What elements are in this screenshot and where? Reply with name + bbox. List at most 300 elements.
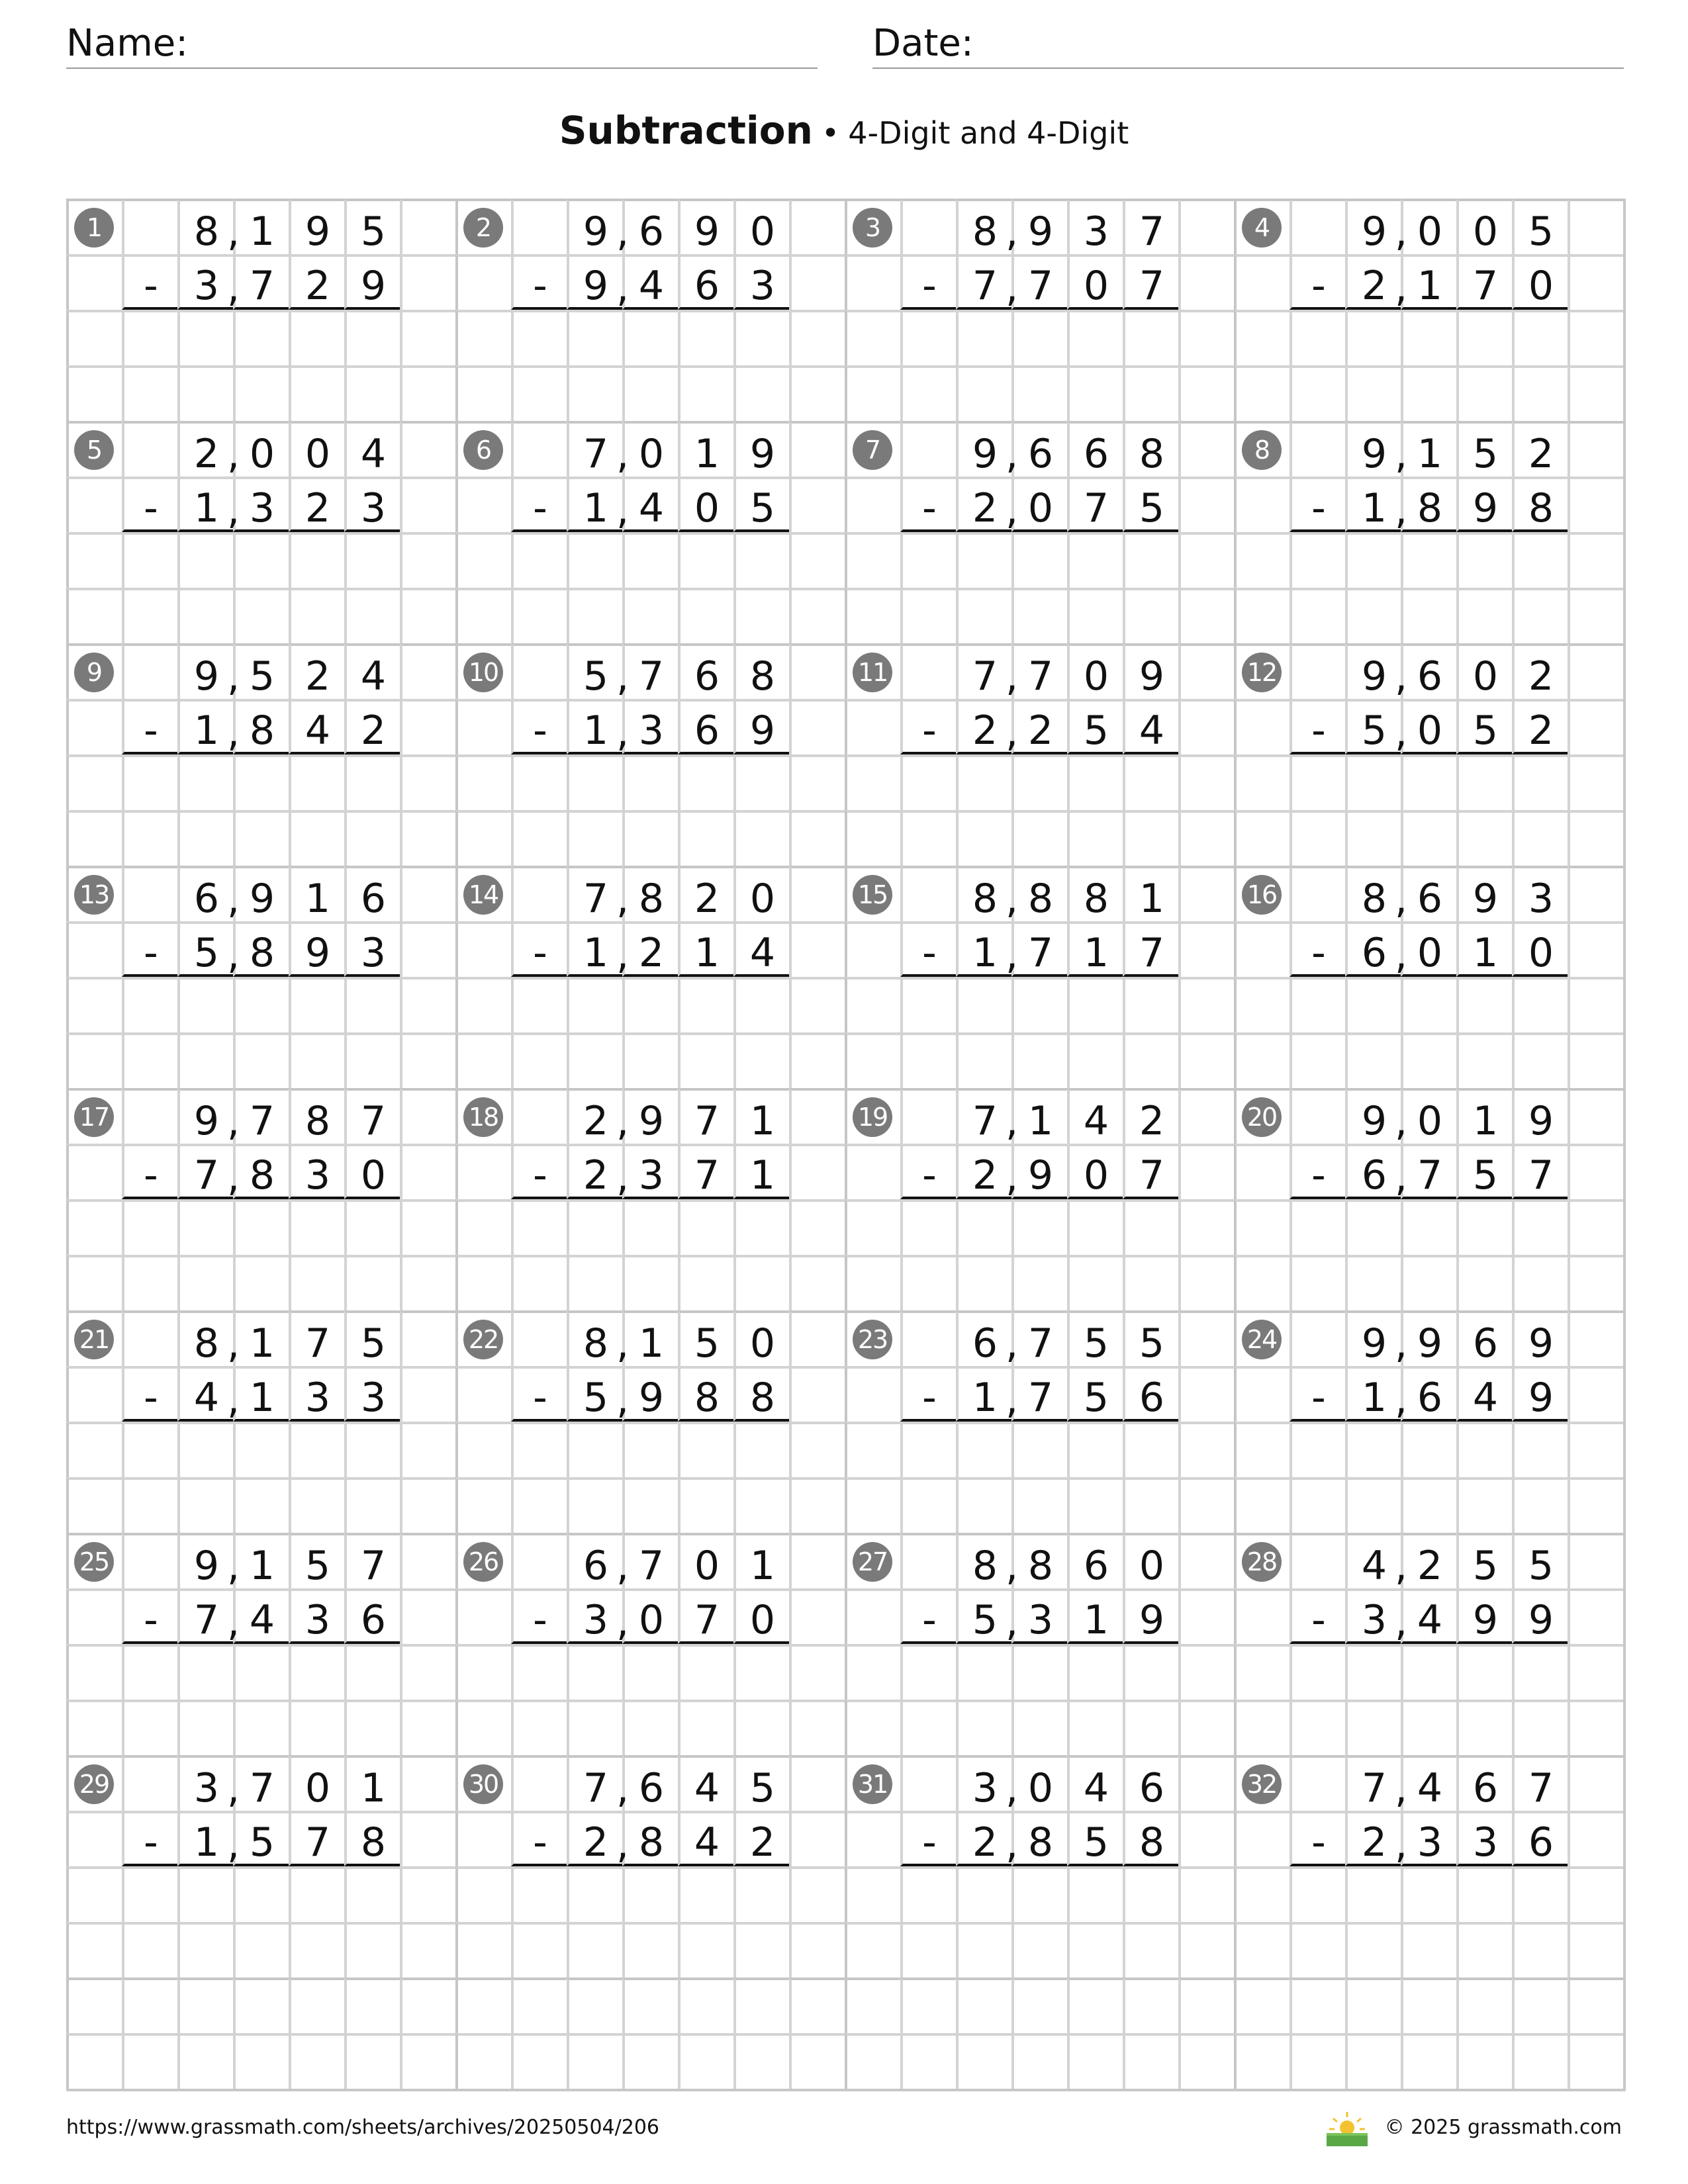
- grid-cell: [1006, 1144, 1067, 1201]
- grid-cell: [567, 310, 622, 365]
- minus-sign: -: [1311, 1597, 1326, 1643]
- grid-cell: [678, 310, 733, 365]
- grid-cell: [845, 1310, 900, 1366]
- grid-cell: [66, 643, 122, 699]
- subtrahend-digit: 3: [249, 485, 275, 531]
- grid-cell: [511, 532, 567, 588]
- grid-cell: [1178, 254, 1234, 310]
- grid-cell: [1234, 1477, 1289, 1533]
- minuend-digit: 7: [972, 653, 998, 700]
- grid-cell: [344, 254, 400, 310]
- grid-cell: [900, 643, 956, 699]
- grid-cell: [1345, 699, 1401, 754]
- minuend-digit: 9: [1361, 431, 1387, 477]
- minuend-digit: 1: [638, 1320, 665, 1367]
- thousands-separator: ,: [1006, 487, 1019, 533]
- subtrahend-digit: 0: [1528, 263, 1554, 309]
- grid-cell: [789, 310, 845, 365]
- grid-cell: [900, 1310, 956, 1366]
- thousands-separator: ,: [1395, 1821, 1408, 1868]
- grid-cell: [1395, 1088, 1456, 1145]
- grid-cell: [66, 1310, 122, 1366]
- grid-cell: [622, 1422, 678, 1477]
- grid-cell: [227, 254, 289, 311]
- grid-cell: [1067, 1811, 1123, 1866]
- grid-cell: [616, 254, 678, 311]
- subtrahend-digit: 1: [972, 930, 998, 976]
- grid-cell: [1123, 254, 1178, 310]
- grid-cell: [1345, 421, 1401, 477]
- grid-cell: [344, 977, 400, 1032]
- grid-cell: [1289, 643, 1345, 699]
- grid-cell: [400, 2033, 455, 2089]
- grid-cell: [1178, 1811, 1234, 1866]
- grid-cell: [1568, 1422, 1623, 1477]
- grid-cell: [1067, 699, 1123, 754]
- grid-cell: [289, 2033, 344, 2089]
- grid-cell: [845, 643, 900, 699]
- thousands-separator: ,: [227, 654, 240, 700]
- grid-cell: [789, 1978, 845, 2033]
- date-field[interactable]: [872, 20, 1624, 69]
- grid-cell: [177, 421, 233, 477]
- minuend-digit: 0: [638, 431, 665, 477]
- grid-cell: [567, 421, 622, 477]
- grid-cell: [733, 1533, 789, 1588]
- problem-number-badge: 18: [463, 1097, 503, 1137]
- grid-cell: [1395, 1811, 1456, 1868]
- grid-cell: [1067, 588, 1123, 643]
- subtrahend-digit: 2: [583, 1819, 609, 1866]
- grid-cell: [1345, 1922, 1401, 1978]
- grid-cell: [789, 1032, 845, 1088]
- grid-cell: [1568, 477, 1623, 532]
- grid-cell: [956, 1644, 1011, 1700]
- subtrahend-digit: 5: [749, 485, 776, 531]
- minuend-digit: 2: [305, 653, 331, 700]
- grid-cell: [616, 1088, 678, 1145]
- grid-cell: [344, 643, 400, 699]
- grid-cell: [233, 1255, 289, 1310]
- grid-cell: [1067, 532, 1123, 588]
- grid-cell: [1345, 477, 1401, 532]
- grid-cell: [400, 1588, 455, 1644]
- grid-cell: [344, 310, 400, 365]
- subtrahend-digit: 2: [305, 485, 331, 531]
- grid-cell: [455, 866, 511, 921]
- subtrahend-digit: 4: [1139, 707, 1165, 754]
- thousands-separator: ,: [616, 654, 630, 700]
- thousands-separator: ,: [616, 876, 630, 923]
- grid-cell: [233, 1866, 289, 1922]
- grid-cell: [1011, 810, 1067, 866]
- grid-cell: [567, 199, 622, 254]
- thousands-separator: ,: [1395, 1543, 1408, 1590]
- minuend-digit: 9: [193, 653, 220, 700]
- thousands-separator: ,: [616, 932, 630, 978]
- grid-cell: [956, 810, 1011, 866]
- grid-cell: [1512, 1088, 1568, 1144]
- grid-cell: [1234, 1922, 1289, 1978]
- thousands-separator: ,: [1395, 876, 1408, 923]
- grid-cell: [1395, 921, 1456, 978]
- grid-cell: [344, 699, 400, 754]
- grid-cell: [845, 1199, 900, 1255]
- minuend-digit: 4: [360, 653, 387, 700]
- thousands-separator: ,: [616, 709, 630, 756]
- subtrahend-digit: 0: [638, 1597, 665, 1643]
- grid-cell: [177, 1199, 233, 1255]
- subtrahend-digit: 1: [1472, 930, 1499, 976]
- grid-cell: [1401, 1700, 1456, 1755]
- grid-cell: [1395, 1533, 1456, 1590]
- grid-cell: [956, 1533, 1011, 1588]
- thousands-separator: ,: [616, 487, 630, 533]
- grid-cell: [733, 532, 789, 588]
- grid-cell: [1512, 1144, 1568, 1199]
- subtrahend-digit: 7: [694, 1152, 720, 1199]
- grid-cell: [900, 866, 956, 921]
- grid-cell: [511, 477, 567, 532]
- grid-cell: [511, 643, 567, 699]
- grid-cell: [177, 254, 233, 310]
- minuend-digit: 9: [193, 1098, 220, 1144]
- grid-cell: [567, 977, 622, 1032]
- grid-cell: [678, 977, 733, 1032]
- minuend-digit: 9: [1361, 208, 1387, 255]
- grid-cell: [845, 1366, 900, 1422]
- grid-cell: [622, 1199, 678, 1255]
- subtrahend-digit: 7: [305, 1819, 331, 1866]
- minuend-digit: 7: [1361, 1765, 1387, 1811]
- grid-cell: [122, 588, 177, 643]
- grid-cell: [900, 921, 956, 977]
- grid-cell: [1456, 1088, 1512, 1144]
- subtrahend-digit: 3: [193, 263, 220, 309]
- grid-cell: [233, 310, 289, 365]
- grid-cell: [289, 1422, 344, 1477]
- grid-cell: [616, 421, 678, 478]
- thousands-separator: ,: [1006, 1099, 1019, 1145]
- minus-sign: -: [533, 263, 547, 309]
- subtrahend-digit: 3: [638, 1152, 665, 1199]
- grid-cell: [1456, 1032, 1512, 1088]
- subtrahend-digit: 6: [1361, 930, 1387, 976]
- subtrahend-digit: 8: [694, 1375, 720, 1421]
- thousands-separator: ,: [616, 1099, 630, 1145]
- minuend-digit: 7: [583, 431, 609, 477]
- minuend-digit: 9: [1139, 653, 1165, 700]
- grid-cell: [227, 643, 289, 700]
- grid-cell: [122, 2033, 177, 2089]
- grid-cell: [1011, 1866, 1067, 1922]
- minuend-digit: 6: [193, 876, 220, 922]
- grid-cell: [845, 2033, 900, 2089]
- minuend-digit: 5: [1528, 1543, 1554, 1589]
- minus-sign: -: [1311, 1819, 1326, 1866]
- grid-cell: [616, 699, 678, 756]
- grid-cell: [233, 365, 289, 421]
- subtrahend-digit: 2: [638, 930, 665, 976]
- grid-cell: [289, 1978, 344, 2033]
- grid-cell: [177, 1811, 233, 1866]
- subtrahend-digit: 1: [583, 707, 609, 754]
- grid-cell: [400, 588, 455, 643]
- grid-cell: [1178, 2033, 1234, 2089]
- grid-cell: [1345, 1588, 1401, 1644]
- grid-cell: [455, 1032, 511, 1088]
- grid-cell: [122, 1366, 177, 1422]
- grid-cell: [733, 754, 789, 810]
- grid-cell: [511, 1366, 567, 1422]
- grid-cell: [66, 1644, 122, 1700]
- problem-number-badge: 31: [853, 1764, 892, 1804]
- grid-cell: [900, 1255, 956, 1310]
- grid-cell: [344, 1866, 400, 1922]
- grid-cell: [122, 1755, 177, 1811]
- grid-cell: [845, 1088, 900, 1144]
- grid-cell: [1456, 254, 1512, 310]
- grid-cell: [678, 1866, 733, 1922]
- grid-cell: [900, 1422, 956, 1477]
- grid-cell: [1123, 1922, 1178, 1978]
- grid-cell: [177, 1978, 233, 2033]
- subtrahend-digit: 1: [193, 485, 220, 531]
- grid-cell: [122, 310, 177, 365]
- grid-cell: [1067, 1644, 1123, 1700]
- grid-cell: [1067, 1088, 1123, 1144]
- grid-cell: [1123, 1588, 1178, 1644]
- title-main: Subtraction: [559, 108, 813, 153]
- subtrahend-digit: 4: [1417, 1597, 1443, 1643]
- grid-cell: [789, 1588, 845, 1644]
- grid-cell: [455, 1700, 511, 1755]
- minuend-digit: 9: [972, 431, 998, 477]
- grid-cell: [789, 921, 845, 977]
- grid-cell: [1178, 1700, 1234, 1755]
- subtrahend-digit: 1: [1361, 1375, 1387, 1421]
- grid-cell: [122, 1310, 177, 1366]
- grid-cell: [66, 1588, 122, 1644]
- grid-cell: [1568, 1144, 1623, 1199]
- grid-cell: [289, 866, 344, 921]
- subtrahend-digit: 1: [583, 930, 609, 976]
- grid-cell: [789, 532, 845, 588]
- grid-cell: [344, 1422, 400, 1477]
- subtrahend-digit: 2: [749, 1819, 776, 1866]
- grid-cell: [177, 1866, 233, 1922]
- minuend-digit: 4: [694, 1765, 720, 1811]
- minuend-digit: 5: [360, 208, 387, 255]
- grid-cell: [1178, 1088, 1234, 1144]
- grid-cell: [1456, 643, 1512, 699]
- grid-cell: [900, 1755, 956, 1811]
- subtrahend-digit: 4: [638, 263, 665, 309]
- grid-cell: [1568, 1255, 1623, 1310]
- grid-cell: [1011, 588, 1067, 643]
- thousands-separator: ,: [1006, 709, 1019, 756]
- grid-cell: [1512, 1422, 1568, 1477]
- thousands-separator: ,: [1006, 209, 1019, 255]
- grid-cell: [1067, 754, 1123, 810]
- grid-cell: [455, 588, 511, 643]
- grid-cell: [789, 1700, 845, 1755]
- grid-cell: [1512, 199, 1568, 254]
- grid-cell: [733, 1644, 789, 1700]
- subtrahend-digit: 8: [249, 1152, 275, 1199]
- thousands-separator: ,: [616, 1821, 630, 1868]
- grid-cell: [845, 588, 900, 643]
- minuend-digit: 2: [1417, 1543, 1443, 1589]
- grid-cell: [789, 588, 845, 643]
- grid-cell: [122, 1144, 177, 1199]
- grid-cell: [344, 1255, 400, 1310]
- grid-cell: [1067, 477, 1123, 532]
- subtrahend-digit: 9: [305, 930, 331, 976]
- subtrahend-digit: 4: [1472, 1375, 1499, 1421]
- thousands-separator: ,: [227, 487, 240, 533]
- subtrahend-digit: 7: [1139, 1152, 1165, 1199]
- grid-cell: [1456, 921, 1512, 977]
- grid-cell: [1178, 977, 1234, 1032]
- minuend-digit: 4: [1083, 1098, 1109, 1144]
- grid-cell: [289, 810, 344, 866]
- grid-cell: [344, 1310, 400, 1366]
- grid-cell: [344, 365, 400, 421]
- grid-cell: [455, 643, 511, 699]
- grid-cell: [227, 477, 289, 533]
- grid-cell: [1067, 643, 1123, 699]
- problem-number-badge: 15: [853, 875, 892, 915]
- problem-number-badge: 23: [853, 1320, 892, 1359]
- subtrahend-digit: 6: [360, 1597, 387, 1643]
- grid-cell: [789, 254, 845, 310]
- grid-cell: [177, 699, 233, 754]
- grid-cell: [1345, 532, 1401, 588]
- grid-cell: [1512, 1755, 1568, 1811]
- minuend-digit: 0: [749, 1320, 776, 1367]
- grid-cell: [1456, 199, 1512, 254]
- grid-cell: [1289, 310, 1345, 365]
- grid-cell: [1178, 1922, 1234, 1978]
- subtrahend-digit: 0: [1528, 930, 1554, 976]
- grid-cell: [1456, 1700, 1512, 1755]
- grid-cell: [678, 1199, 733, 1255]
- grid-cell: [1067, 1755, 1123, 1811]
- grid-cell: [289, 1310, 344, 1366]
- minuend-digit: 8: [972, 208, 998, 255]
- minuend-digit: 9: [638, 1098, 665, 1144]
- grid-cell: [789, 1644, 845, 1700]
- grid-cell: [845, 1866, 900, 1922]
- grid-cell: [900, 754, 956, 810]
- grid-cell: [122, 1866, 177, 1922]
- grid-cell: [1568, 866, 1623, 921]
- minuend-digit: 7: [360, 1098, 387, 1144]
- minuend-digit: 4: [360, 431, 387, 477]
- grid-cell: [455, 1755, 511, 1811]
- grid-cell: [1011, 1255, 1067, 1310]
- problem-number-badge: 9: [74, 653, 114, 692]
- subtrahend-digit: 9: [1528, 1597, 1554, 1643]
- grid-cell: [1568, 1533, 1623, 1588]
- grid-cell: [344, 1588, 400, 1644]
- grid-cell: [66, 1811, 122, 1866]
- minuend-digit: 9: [1528, 1320, 1554, 1367]
- grid-cell: [511, 1866, 567, 1922]
- minuend-digit: 1: [360, 1765, 387, 1811]
- grid-cell: [66, 1032, 122, 1088]
- grid-cell: [227, 699, 289, 756]
- grid-cell: [845, 254, 900, 310]
- subtrahend-digit: 5: [1472, 1152, 1499, 1199]
- grid-cell: [1011, 1477, 1067, 1533]
- grid-cell: [177, 310, 233, 365]
- minuend-digit: 1: [249, 208, 275, 255]
- grid-cell: [1401, 754, 1456, 810]
- grid-cell: [1289, 2033, 1345, 2089]
- grid-cell: [1289, 588, 1345, 643]
- grid-cell: [1568, 310, 1623, 365]
- minuend-digit: 0: [1472, 653, 1499, 700]
- minuend-digit: 8: [972, 1543, 998, 1589]
- name-field[interactable]: [66, 20, 818, 69]
- grid-cell: [511, 1199, 567, 1255]
- minuend-digit: 1: [1139, 876, 1165, 922]
- grid-cell: [177, 2033, 233, 2089]
- thousands-separator: ,: [616, 1321, 630, 1367]
- thousands-separator: ,: [227, 209, 240, 255]
- grid-cell: [66, 1199, 122, 1255]
- grid-cell: [1512, 1032, 1568, 1088]
- grid-cell: [789, 1533, 845, 1588]
- grid-cell: [1123, 643, 1178, 699]
- grid-cell: [122, 532, 177, 588]
- subtrahend-digit: 0: [1083, 263, 1109, 309]
- grid-cell: [1011, 1032, 1067, 1088]
- minuend-digit: 1: [694, 431, 720, 477]
- grid-cell: [845, 1588, 900, 1644]
- grid-cell: [177, 1588, 233, 1644]
- grid-cell: [1568, 1644, 1623, 1700]
- grid-cell: [1234, 921, 1289, 977]
- grid-cell: [678, 1144, 733, 1199]
- grid-cell: [1401, 1477, 1456, 1533]
- minus-sign: -: [533, 485, 547, 531]
- grid-cell: [956, 866, 1011, 921]
- grid-cell: [233, 1477, 289, 1533]
- grid-cell: [567, 254, 622, 310]
- grid-cell: [177, 365, 233, 421]
- grid-cell: [1011, 1978, 1067, 2033]
- minuend-digit: 0: [1417, 208, 1443, 255]
- grid-cell: [455, 1866, 511, 1922]
- minuend-digit: 0: [1139, 1543, 1165, 1589]
- grid-cell: [1289, 1700, 1345, 1755]
- grid-cell: [122, 254, 177, 310]
- grid-cell: [900, 365, 956, 421]
- grid-cell: [1067, 421, 1123, 477]
- grid-cell: [122, 1477, 177, 1533]
- grid-cell: [567, 699, 622, 754]
- problem-number-badge: 22: [463, 1320, 503, 1359]
- grid-cell: [678, 1088, 733, 1144]
- grid-cell: [511, 1588, 567, 1644]
- grid-cell: [733, 1199, 789, 1255]
- thousands-separator: ,: [227, 1377, 240, 1423]
- grid-cell: [789, 1422, 845, 1477]
- grid-cell: [1178, 588, 1234, 643]
